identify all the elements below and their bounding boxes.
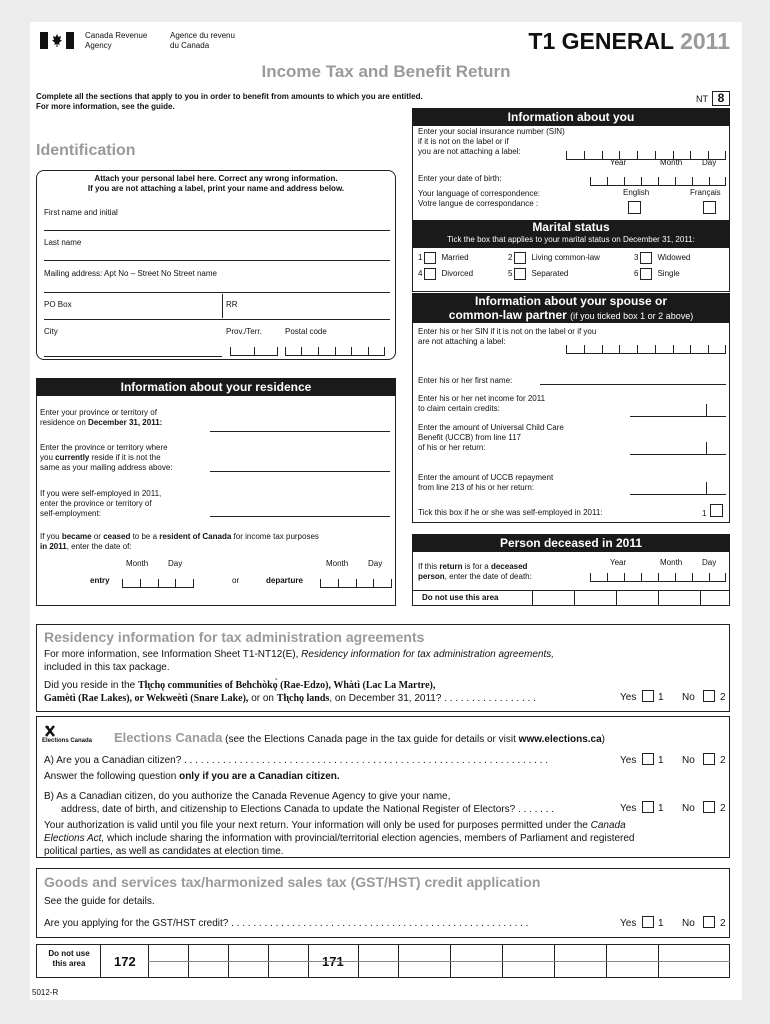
marital-header: Marital status Tick the box that applies to your marital status on December 31, 2011: — [412, 220, 730, 248]
spouse-self-employed-checkbox[interactable] — [710, 504, 723, 517]
authorize-no-checkbox[interactable] — [703, 801, 715, 813]
francais-label: Français — [690, 188, 721, 197]
spouse-self-employed-label: Tick this box if he or she was self-employed in 2011: — [418, 508, 603, 517]
day-label: Day — [702, 158, 717, 167]
agency-name-en: Canada Revenue Agency — [85, 31, 148, 50]
entry-label: entry — [90, 576, 110, 585]
deceased-label: If this return is for a deceased person, enter the date of death: — [418, 562, 532, 581]
residency-no-checkbox[interactable] — [703, 690, 715, 702]
death-day-label: Day — [702, 558, 717, 567]
postal-code-field[interactable] — [285, 346, 385, 356]
spouse-uccb-repayment-label: Enter the amount of UCCB repayment from line 213 of his or her return: — [418, 473, 554, 492]
form-number: 5012-R — [32, 988, 59, 997]
strip-divider — [574, 590, 575, 606]
self-employment-province-label: If you were self-employed in 2011, enter the province or territory of self-employment: — [40, 489, 162, 518]
province-field[interactable] — [230, 346, 278, 356]
entry-day-label: Day — [168, 559, 183, 568]
death-month-label: Month — [660, 558, 683, 567]
form-title: T1 GENERAL 2011 — [528, 28, 730, 54]
month-label: Month — [660, 158, 683, 167]
residency-no-num: 2 — [720, 692, 726, 703]
residence-province-field[interactable] — [210, 431, 390, 432]
sin-label: Enter your social insurance number (SIN) if it is not on the label or if you are not attaching a label: — [418, 127, 565, 156]
marital-option-label: Separated — [531, 269, 569, 279]
code-172: 172 — [114, 954, 136, 969]
cents-divider — [706, 404, 707, 416]
residency-change-label: If you became or ceased to be a resident of Canada for income tax purposes in 2011, enter the date of: — [40, 532, 319, 551]
spouse-uccb-repayment-field[interactable] — [630, 494, 726, 495]
english-label: English — [623, 188, 650, 197]
strip-divider — [658, 590, 659, 606]
marital-option-1[interactable] — [418, 252, 469, 264]
spouse-self-employed-num: 1 — [702, 509, 707, 518]
citizen-question: A) Are you a Canadian citizen? . . . . . . . . . . . . . . . . . . . . . . . . . . . . . . . . . . . . . . . . . . . . . . . . . . . . . . . . . . . . . . . . . . — [44, 755, 549, 766]
authorize-no-label: No — [682, 803, 695, 814]
marital-option-label: Living common-law — [531, 253, 600, 263]
residency-yes-num: 1 — [658, 692, 664, 703]
marital-checkbox[interactable] — [640, 268, 652, 280]
departure-date-field[interactable] — [320, 578, 392, 588]
mailing-address-label: Mailing address: Apt No – Street No Street name — [44, 269, 217, 278]
spouse-sin-label: Enter his or her SIN if it is not on the label or if you are not attaching a label: — [418, 327, 597, 346]
strip-divider — [100, 944, 101, 978]
english-checkbox[interactable] — [628, 201, 641, 214]
dob-field[interactable] — [590, 176, 726, 186]
authorize-question: B) As a Canadian citizen, do you authorize the Canada Revenue Agency to give your name, address, date of birth, and citizenship to Elections Canada to update the National Register of Electors? . . . . . . . — [44, 791, 555, 815]
marital-option-label: Married — [441, 253, 469, 263]
current-province-field[interactable] — [210, 471, 390, 472]
first-name-field[interactable] — [44, 230, 390, 231]
code-171: 171 — [322, 954, 344, 969]
marital-option-5[interactable] — [508, 268, 568, 280]
identification-title: Identification — [36, 142, 136, 159]
residence-province-label: Enter your province or territory of residence on December 31, 2011: — [40, 408, 163, 427]
deceased-title: Person deceased in 2011 — [412, 534, 730, 552]
intro-instructions: Complete all the sections that apply to you in order to benefit from amounts to which you are entitled. For more information, see the guide. — [36, 92, 423, 111]
agency-name-fr: Agence du revenu du Canada — [170, 31, 235, 50]
citizen-no-num: 2 — [720, 755, 726, 766]
marital-option-4[interactable] — [418, 268, 473, 280]
residence-title: Information about your residence — [36, 378, 396, 396]
authorize-yes-checkbox[interactable] — [642, 801, 654, 813]
spouse-uccb-label: Enter the amount of Universal Child Care Benefit (UCCB) from line 117 of his or her return: — [418, 423, 564, 452]
citizen-yes-num: 1 — [658, 755, 664, 766]
entry-month-label: Month — [126, 559, 149, 568]
departure-day-label: Day — [368, 559, 383, 568]
elections-canada-logo: Elections Canada — [42, 724, 110, 746]
strip-divider — [532, 590, 533, 606]
marital-option-label: Divorced — [441, 269, 474, 279]
cents-divider — [706, 442, 707, 454]
residency-yes-label: Yes — [620, 692, 637, 703]
marital-option-2[interactable] — [508, 252, 600, 264]
marital-option-number: 6 — [634, 269, 639, 279]
marital-checkbox[interactable] — [424, 268, 436, 280]
departure-month-label: Month — [326, 559, 349, 568]
city-label: City — [44, 327, 58, 336]
spouse-first-name-field[interactable] — [540, 384, 726, 385]
death-date-field[interactable] — [590, 572, 726, 582]
spouse-header: Information about your spouse or common-law partner (if you ticked box 1 or 2 above) — [412, 293, 730, 323]
marital-option-label: Widowed — [657, 253, 691, 263]
gst-no-label: No — [682, 918, 695, 929]
po-box-label: PO Box — [44, 300, 72, 309]
citizen-only-note: Answer the following question only if you are a Canadian citizen. — [44, 771, 340, 782]
or-label: or — [232, 576, 240, 585]
cents-divider — [706, 482, 707, 494]
spouse-sin-field[interactable] — [566, 344, 726, 354]
province-code-value: 8 — [712, 91, 730, 106]
gst-question: Are you applying for the GST/HST credit? . . . . . . . . . . . . . . . . . . . . . . . . . . . . . . . . . . . . . . . . . . . . . . . . . . . . . . — [44, 918, 529, 929]
residency-no-label: No — [682, 692, 695, 703]
authorize-yes-num: 1 — [658, 803, 664, 814]
residency-yes-checkbox[interactable] — [642, 690, 654, 702]
marital-option-number: 3 — [634, 253, 639, 263]
gst-title: Goods and services tax/harmonized sales tax (GST/HST) credit application — [44, 874, 541, 890]
marital-option-6[interactable] — [634, 268, 680, 280]
city-field[interactable] — [44, 356, 222, 357]
spouse-uccb-field[interactable] — [630, 454, 726, 455]
elections-header: Elections Canada (see the Elections Canada page in the tax guide for details or visit www.elections.ca) — [114, 730, 606, 745]
province-label: Prov./Terr. — [226, 327, 262, 336]
gst-yes-checkbox[interactable] — [642, 916, 654, 928]
marital-option-number: 2 — [508, 253, 513, 263]
death-year-label: Year — [610, 558, 627, 567]
attach-label-instructions: Attach your personal label here. Correct any wrong information. If you are not attaching a label, print your name and address below. — [87, 174, 345, 193]
citizen-yes-label: Yes — [620, 755, 637, 766]
label-area — [36, 170, 396, 360]
divider — [222, 294, 223, 318]
marital-option-number: 5 — [508, 269, 513, 279]
form-subtitle: Income Tax and Benefit Return — [261, 62, 511, 81]
province-code-label: NT — [696, 94, 708, 104]
marital-checkbox[interactable] — [514, 268, 526, 280]
current-province-label: Enter the province or territory where you currently reside if it is not the same as your mailing address above: — [40, 443, 173, 472]
residency-title: Residency information for tax administration agreements — [44, 629, 425, 645]
marital-checkbox[interactable] — [424, 252, 436, 264]
gst-no-checkbox[interactable] — [703, 916, 715, 928]
departure-label: departure — [266, 576, 303, 585]
entry-date-field[interactable] — [122, 578, 194, 588]
marital-option-number: 1 — [418, 253, 423, 263]
office-use-row-divider — [148, 961, 730, 962]
gst-no-num: 2 — [720, 918, 726, 929]
first-name-label: First name and initial — [44, 208, 118, 217]
marital-option-number: 4 — [418, 269, 423, 279]
self-employment-province-field[interactable] — [210, 516, 390, 517]
canada-flag-icon — [40, 32, 74, 49]
citizen-no-label: No — [682, 755, 695, 766]
residency-info: For more information, see Information Sheet T1-NT12(E), Residency information for tax administration agreements, included in this tax package. — [44, 649, 555, 673]
last-name-field[interactable] — [44, 260, 390, 261]
strip-divider — [700, 590, 701, 606]
spouse-first-name-label: Enter his or her first name: — [418, 376, 513, 385]
authorize-yes-label: Yes — [620, 803, 637, 814]
last-name-label: Last name — [44, 238, 82, 247]
mailing-address-field[interactable] — [44, 292, 390, 293]
marital-checkbox[interactable] — [514, 252, 526, 264]
dob-label: Enter your date of birth: — [418, 174, 502, 183]
gst-yes-num: 1 — [658, 918, 664, 929]
citizen-no-checkbox[interactable] — [703, 753, 715, 765]
po-box-field[interactable] — [44, 319, 390, 320]
marital-option-label: Single — [657, 269, 680, 279]
strip-divider — [616, 590, 617, 606]
gst-note: See the guide for details. — [44, 896, 155, 907]
francais-checkbox[interactable] — [703, 201, 716, 214]
authorize-no-num: 2 — [720, 803, 726, 814]
citizen-yes-checkbox[interactable] — [642, 753, 654, 765]
postal-code-label: Postal code — [285, 327, 327, 336]
rr-label: RR — [226, 300, 238, 309]
language-label: Your language of correspondence: Votre langue de correspondance : — [418, 189, 541, 208]
do-not-use-label: Do not use this area — [422, 593, 499, 602]
office-use-label: Do not use this area — [48, 949, 90, 968]
gst-yes-label: Yes — [620, 918, 637, 929]
form-page — [30, 22, 742, 1000]
authorization-note: Your authorization is valid until you file your next return. Your information will only be used for purposes permitted under the Canada Elections Act, which include sharing the information with provincial/territorial election agencies, members of Parliament and registered political parties, as well as candidates at election time. — [44, 820, 635, 857]
spouse-net-income-field[interactable] — [630, 416, 726, 417]
marital-option-3[interactable] — [634, 252, 690, 264]
marital-checkbox[interactable] — [640, 252, 652, 264]
year-label: Year — [610, 158, 627, 167]
about-you-title: Information about you — [412, 108, 730, 126]
tlicho-question: Did you reside in the Tłı̨chǫ communities of Behchòkǫ̀ (Rae-Edzo), Whàtì (Lac La Martre), Gamètì (Rae Lakes), or Wekweètì (Snare Lake), or on Tłı̨chǫ lands, on December 31, 2011? . . . . . . . . . . . . . . . . . — [44, 680, 536, 704]
spouse-net-income-label: Enter his or her net income for 2011 to claim certain credits: — [418, 394, 546, 413]
